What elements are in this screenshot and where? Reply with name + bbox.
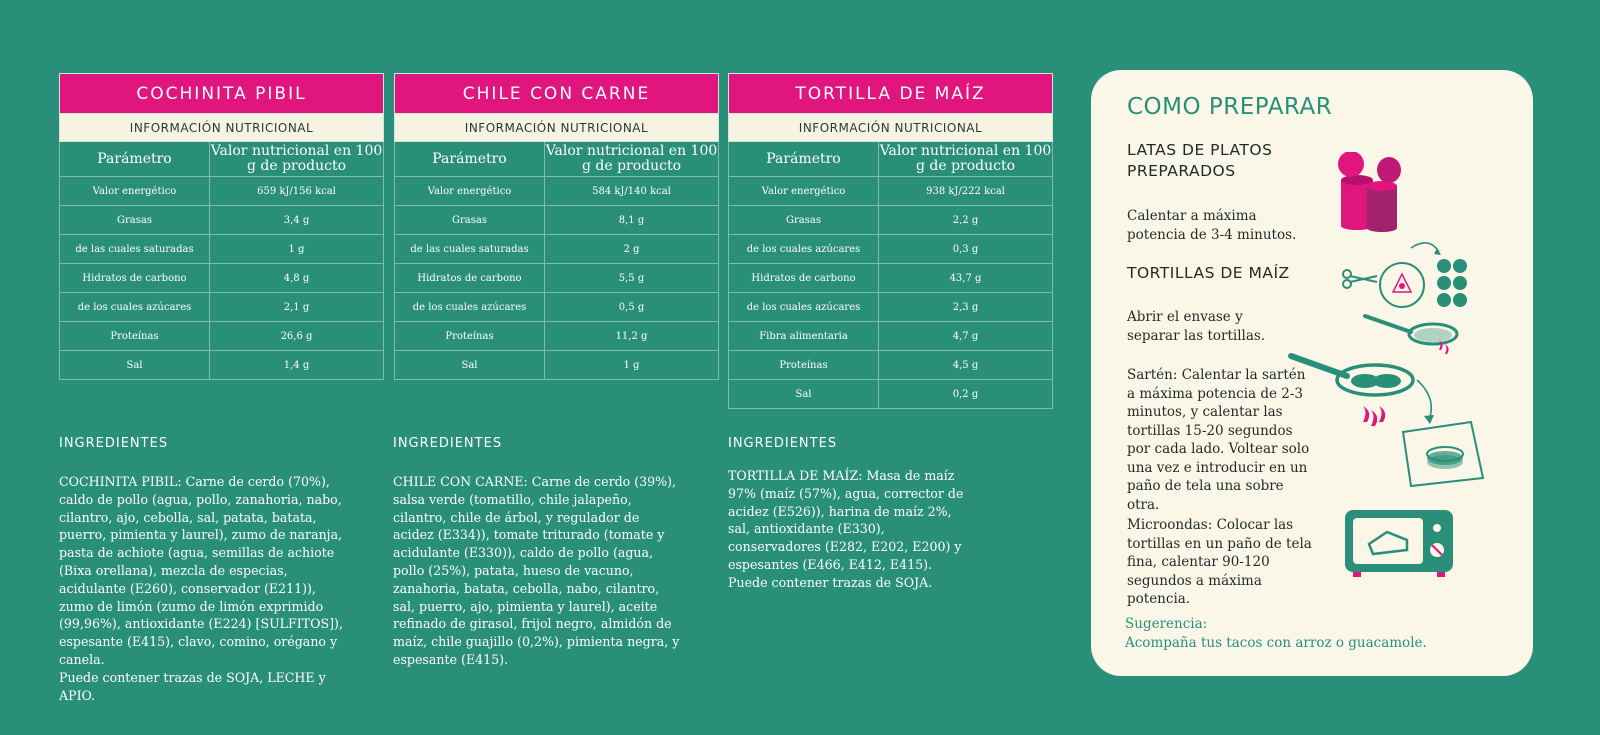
- col-header-parameter: Parámetro: [395, 142, 545, 177]
- row-value: 0,2 g: [879, 380, 1053, 409]
- row-label: Proteínas: [729, 351, 879, 380]
- row-value: 1,4 g: [210, 351, 384, 380]
- row-label: Valor energético: [395, 177, 545, 206]
- table-row: [729, 177, 1053, 206]
- row-value: 2,1 g: [210, 293, 384, 322]
- row-value: 584 kJ/140 kcal: [545, 177, 719, 206]
- table-row: [729, 235, 1053, 264]
- ingredients-cochinita: [59, 436, 349, 704]
- table-row: [729, 264, 1053, 293]
- row-value: 8,1 g: [545, 206, 719, 235]
- allergens-text: Puede contener trazas de SOJA.: [728, 574, 933, 590]
- row-label: Hidratos de carbono: [395, 264, 545, 293]
- microwave-icon: [1343, 508, 1455, 580]
- table-row: [60, 293, 384, 322]
- table-subtitle: INFORMACIÓN NUTRICIONAL: [60, 114, 384, 142]
- row-value: 2,2 g: [879, 206, 1053, 235]
- table-row: [395, 351, 719, 380]
- table-row: [395, 235, 719, 264]
- tortillas-open-text: Abrir el envase y separar las tortillas.: [1127, 309, 1266, 344]
- section-cans-text: Calentar a máxima potencia de 3-4 minutos.: [1127, 208, 1297, 243]
- nutrition-table-cochinita: [59, 73, 384, 380]
- table-row: [729, 206, 1053, 235]
- row-label: Grasas: [729, 206, 879, 235]
- row-value: 4,7 g: [879, 322, 1053, 351]
- row-label: Proteínas: [395, 322, 545, 351]
- row-value: 43,7 g: [879, 264, 1053, 293]
- row-label: de los cuales azúcares: [729, 235, 879, 264]
- row-value: 938 kJ/222 kcal: [879, 177, 1053, 206]
- section-cans-heading: LATAS DE PLATOS PREPARADOS: [1127, 141, 1273, 180]
- row-value: 2,3 g: [879, 293, 1053, 322]
- section-tortillas-heading: TORTILLAS DE MAÍZ: [1127, 264, 1290, 282]
- row-label: Grasas: [60, 206, 210, 235]
- table-row: [729, 380, 1053, 409]
- row-value: 1 g: [545, 351, 719, 380]
- row-label: Proteínas: [60, 322, 210, 351]
- table-row: [60, 322, 384, 351]
- tortilla-package-icon: [1377, 260, 1427, 310]
- table-row: [60, 206, 384, 235]
- cans-icon: [1331, 152, 1431, 232]
- table-title: COCHINITA PIBIL: [60, 74, 384, 114]
- col-header-value: Valor nutricional en 100 g de producto: [879, 142, 1053, 177]
- prep-title: COMO PREPARAR: [1127, 94, 1333, 120]
- row-label: Sal: [60, 351, 210, 380]
- table-row: [395, 177, 719, 206]
- table-row: [60, 351, 384, 380]
- row-value: 5,5 g: [545, 264, 719, 293]
- ingredients-chile: [393, 436, 683, 669]
- row-value: 11,2 g: [545, 322, 719, 351]
- row-label: Valor energético: [60, 177, 210, 206]
- table-row: [60, 235, 384, 264]
- table-subtitle: INFORMACIÓN NUTRICIONAL: [395, 114, 719, 142]
- row-value: 4,5 g: [879, 351, 1053, 380]
- ingredients-heading: INGREDIENTES: [393, 436, 503, 451]
- nutrition-table-chile: [394, 73, 719, 380]
- row-label: Hidratos de carbono: [729, 264, 879, 293]
- allergens-text: Puede contener trazas de SOJA, LECHE y APIO.: [59, 669, 326, 703]
- row-value: 2 g: [545, 235, 719, 264]
- row-value: 0,5 g: [545, 293, 719, 322]
- suggestion-label: Sugerencia:: [1125, 616, 1208, 632]
- row-value: 659 kJ/156 kcal: [210, 177, 384, 206]
- suggestion-text: Acompaña tus tacos con arroz o guacamole.: [1125, 635, 1427, 651]
- row-label: Fibra alimentaria: [729, 322, 879, 351]
- table-row: [395, 206, 719, 235]
- row-label: de los cuales azúcares: [729, 293, 879, 322]
- col-header-parameter: Parámetro: [729, 142, 879, 177]
- ingredients-text: COCHINITA PIBIL: Carne de cerdo (70%), caldo de pollo (agua, pollo, zanahoria, nabo, cilantro, ajo, cebolla, sal, patata, batata, puerro, pimienta y laurel), zumo de naranja, pasta de achiote (agua, semillas de achiote (Bixa orellana), mezcla de especias, acidulante (E260), conservador (E211)), zumo de limón (zumo de limón exprimido (99,96%), antioxidante (E224) [SULFITOS]), espesante (E415), clavo, comino, orégano y canela.: [59, 474, 343, 667]
- preparation-card: [1091, 70, 1533, 676]
- row-value: 26,6 g: [210, 322, 384, 351]
- row-label: de los cuales azúcares: [60, 293, 210, 322]
- row-value: 3,4 g: [210, 206, 384, 235]
- col-header-value: Valor nutricional en 100 g de producto: [545, 142, 719, 177]
- table-row: [395, 322, 719, 351]
- table-row: [60, 264, 384, 293]
- table-title: TORTILLA DE MAÍZ: [729, 74, 1053, 114]
- table-row: [395, 293, 719, 322]
- row-label: Valor energético: [729, 177, 879, 206]
- row-value: 4,8 g: [210, 264, 384, 293]
- table-title: CHILE CON CARNE: [395, 74, 719, 114]
- nutrition-table-tortilla: [728, 73, 1053, 409]
- row-value: 0,3 g: [879, 235, 1053, 264]
- tortillas-pan-text: Sartén: Calentar la sartén a máxima potencia de 2-3 minutos, y calentar las tortillas 15-20 segundos por cada lado. Voltear solo una vez e introducir en un paño de tela una sobre otra.: [1127, 367, 1310, 513]
- table-row: [60, 177, 384, 206]
- row-label: de los cuales azúcares: [395, 293, 545, 322]
- ingredients-tortilla: [728, 436, 968, 592]
- table-row: [729, 351, 1053, 380]
- ingredients-heading: INGREDIENTES: [728, 436, 838, 451]
- tortillas-icon: [1435, 256, 1471, 312]
- col-header-value: Valor nutricional en 100 g de producto: [210, 142, 384, 177]
- row-label: de las cuales saturadas: [395, 235, 545, 264]
- flame-icon: [1363, 406, 1385, 426]
- ingredients-text: CHILE CON CARNE: Carne de cerdo (39%), salsa verde (tomatillo, chile jalapeño, cilantro, chile de árbol, y regulador de acidez (E334)), tomate triturado (tomate y acidulante (E330)), caldo de pollo (agua, pollo (25%), patata, hueso de vacuno, zanahoria, batata, cebolla, nabo, cilantro, sal, puerro, ajo, pimienta y laurel), aceite refinado de girasol, frijol negro, almidón de maíz, chile guajillo (0,2%), pimienta negra, y espesante (E415).: [393, 474, 680, 667]
- ingredients-text: TORTILLA DE MAÍZ: Masa de maíz 97% (maíz (57%), agua, corrector de acidez (E526)), harina de maíz 2%, sal, antioxidante (E330), conservadores (E282, E202, E200) y espesantes (E466, E412, E415).: [728, 468, 964, 572]
- row-label: de las cuales saturadas: [60, 235, 210, 264]
- row-label: Grasas: [395, 206, 545, 235]
- cloth-tortillas-icon: [1397, 418, 1489, 490]
- tortillas-microwave-text: Microondas: Colocar las tortillas en un paño de tela fina, calentar 90-120 segundos a máxima potencia.: [1127, 517, 1312, 607]
- table-row: [395, 264, 719, 293]
- row-label: Sal: [729, 380, 879, 409]
- table-row: [729, 322, 1053, 351]
- row-label: Sal: [395, 351, 545, 380]
- ingredients-heading: INGREDIENTES: [59, 436, 169, 451]
- table-row: [729, 293, 1053, 322]
- table-subtitle: INFORMACIÓN NUTRICIONAL: [729, 114, 1053, 142]
- col-header-parameter: Parámetro: [60, 142, 210, 177]
- row-value: 1 g: [210, 235, 384, 264]
- row-label: Hidratos de carbono: [60, 264, 210, 293]
